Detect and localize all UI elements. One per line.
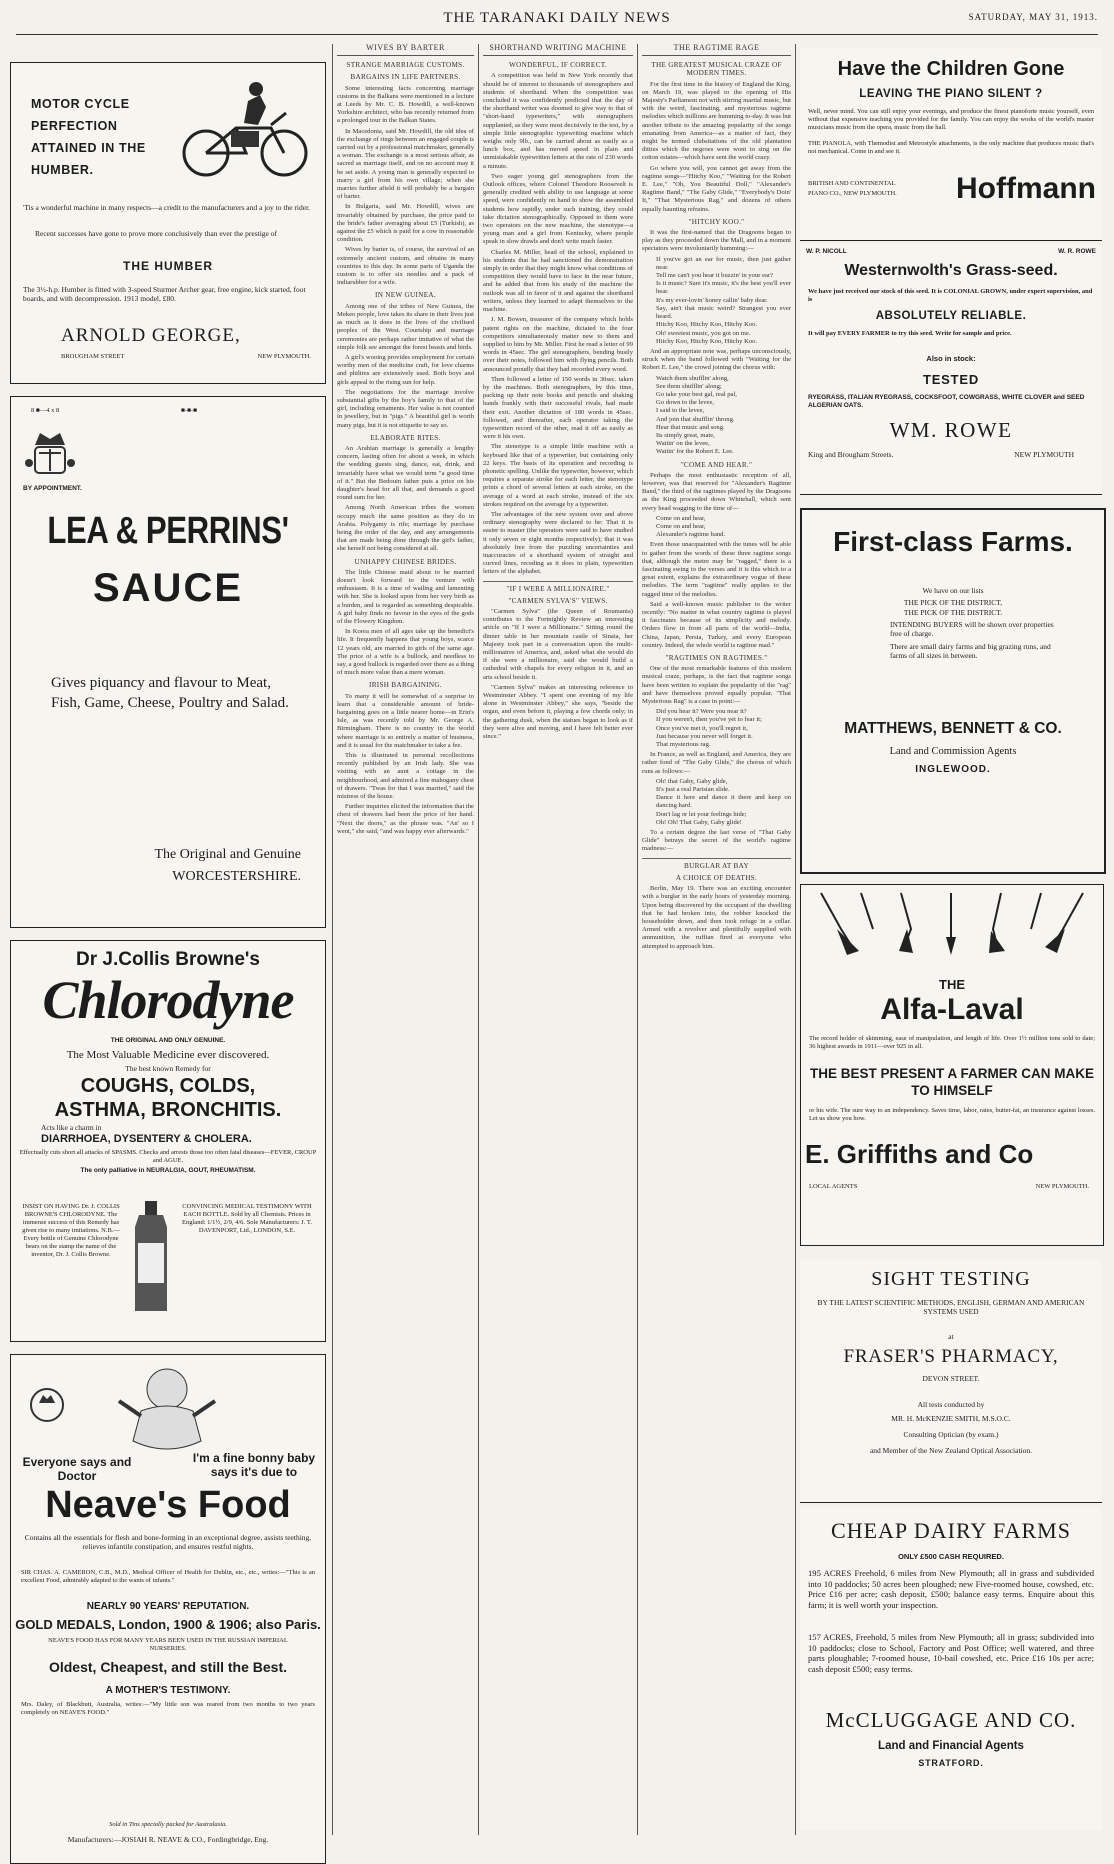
neaves-brand: Neave's Food <box>45 1484 291 1526</box>
frasers-body-1: BY THE LATEST SCIENTIFIC METHODS, ENGLISH, GERMAN AND AMERICAN SYSTEMS USED <box>817 1298 1085 1316</box>
lea-perrins-appointment: BY APPOINTMENT. <box>23 485 82 492</box>
article-subheading: IN NEW GUINEA. <box>375 291 436 300</box>
article-paragraph: The stenotype is a simple little machine with a keyboard like that of a typewriter, but containing only 22 keys. The basis of its operation and recording is phonetic spelling. Unlike the typewriter, however, which requires a separate stroke for each letter, the stenotype prints a chord of several letters at each stroke, on the average of a word at each stroke, instead of the six strokes required on the average by a typewriter. <box>483 443 633 508</box>
article-paragraph: Charles M. Miller, head of the school, explained to his students that he had sanctioned the demonstration simply in order that they might know what conditions of competition they would have to face in the near future, and he added that from his study of the machine the outlook was all in favor of it and against the shorthand writers, unless they learned to adapt themselves to the machine. <box>483 248 633 314</box>
article-subheading: BARGAINS IN LIFE PARTNERS. <box>350 73 461 82</box>
column-rule <box>637 44 638 1835</box>
article-paragraph: In Bulgaria, said Mr. Howdill, wives are invariably obtained by purchase, the price paid to the bride's father averaging about £5 (Turkish), as against the £5 which is paid for a cow in reasonable condition. <box>337 203 474 244</box>
rowe-left-name: W. P. NICOLL <box>806 248 847 255</box>
hoffmann-body-2: THE PIANOLA, with Themodist and Metrostyle attachments, is the only machine that produces music that's not mechanical. Come in and see it. <box>808 140 1094 155</box>
article-paragraph: In Macedonia, said Mr. Howdill, the old idea of the exchange of rings between an engaged couple is carried out by a professional matchmaker, generally a woman. The exchange is a most serious affair, as sacred as marriage itself, and on no account may it be set aside. A young man is generally expected to marry a girl from his own village; when she marries further afield it will probably be a bargain of barter. <box>337 127 474 201</box>
article-paragraph: Among one of the tribes of New Guinea, the Mekeo people, love takes its share in their lives just as much as it does in the lives of the civilised peoples of the West. Courtship and marriage ceremonies are perhaps rather imitative of what the simple folk see amongst the forest beasts and birds. <box>337 302 474 351</box>
farms-headline: First-class Farms. <box>833 526 1073 557</box>
farms-body-3: THE PICK OF THE DISTRICT. <box>903 608 1003 617</box>
article-paragraph: Go where you will, you cannot get away from the ragtime songs—"Hitchy Koo," "Waiting for the Robert E. Lee," "Oh, You Beautiful Doll," "Alexander's Ragtime Band," "The Gaby Glide," "Everybody's Doin' It," "That Mysterious Rag," and dozens of others equally haunting refrains. <box>642 164 791 213</box>
dairy-headline: CHEAP DAIRY FARMS <box>831 1518 1071 1543</box>
article-paragraph: A girl's wooing provides employment for certain worthy men of the medicine craft, for love charms and philtres are extensively used. Both boys and girls appeal to the rising sun for help. <box>337 353 474 386</box>
lea-perrins-code-2: ■-■-■ <box>181 407 198 414</box>
neaves-russia: NEAVE'S FOOD HAS FOR MANY YEARS BEEN USED IN THE RUSSIAN IMPERIAL NURSERIES. <box>48 1637 288 1652</box>
alfa-laval-body-2: or his wife. The sure way to an independency. Saves time, labor, rates, butter-fat, an insurance against losses. Let us show you how. <box>809 1107 1095 1122</box>
cheap-dairy-farms-ad <box>800 1508 1102 1830</box>
left-ad-column <box>10 44 326 1844</box>
rowe-right-name: W. R. ROWE <box>1058 248 1096 255</box>
first-class-farms-ad <box>800 508 1106 874</box>
article-column-ragtime <box>642 44 791 1835</box>
neaves-appointment-seal <box>17 1385 77 1428</box>
farms-body-5: There are small dairy farms and big grazing runs, and farms of all sizes in between. <box>890 642 1051 660</box>
lea-perrins-sauce: SAUCE <box>92 566 244 610</box>
article-subheading: UNHAPPY CHINESE BRIDES. <box>354 557 457 566</box>
article-paragraph: "Carmen Sylva" (the Queen of Roumania) contributes to the Fortnightly Review an interesting article on "If I were a Millionaire." Sitting round the dinner table in her mountain castle of Sinaia, her Majesty took part in a conversation upon the multi-millionaires of America, and, asked what she would do if she were a millionaire, said she would build a cathedral with chapels for every religion in it, and an arts school beside it. <box>483 608 633 681</box>
chlorodyne-ailments-2: ASTHMA, BRONCHITIS. <box>54 1099 282 1121</box>
article-subheading: "RAGTIMES ON RAGTIMES." <box>665 654 768 663</box>
frasers-body-2: All tests conducted by <box>917 1400 985 1409</box>
chlorodyne-line-1: The Most Valuable Medicine ever discovered. <box>66 1049 270 1061</box>
chlorodyne-maker: Dr J.Collis Browne's <box>75 949 260 970</box>
article-paragraph: Further inquiries elicited the information that the chest of drawers had been the price of her hand. "Next the doors," as the phrase was. "An' so I went," she said, "and was happy ever afterwards." <box>337 803 474 835</box>
frasers-member: and Member of the New Zealand Optical Association. <box>869 1446 1033 1455</box>
neaves-manufacturers: Manufacturers:—JOSIAH R. NEAVE & CO., Fordingbridge, Eng. <box>67 1835 269 1844</box>
humber-specs: The 3½-h.p. Humber is fitted with 3-speed Sturmer Archer gear, free engine, kick started, foot boards, and with decompression. 1913 model, £80. <box>23 285 306 303</box>
article-paragraph: A competition was held in New York recently that should be of interest to thousands of stenographers and students of shorthand. When the competition was concluded it was confidently predicted that the day of the shorthand writer was doomed to give way to that of "short-hand typewriters," with stenographers supplanted, as they were most decisively in the test, by a simple little stenographic typewriting machine which weighs only 9lb., can be carried about as easily as a lunch box, and has moved speed in plain and unmistakable typewritten letters at the rate of 230 words a minute. <box>483 72 633 170</box>
article-paragraph: Berlin, May 19. There was an exciting encounter with a burglar in the early hours of yesterday morning. Upon being discovered by the occupant of the dwelling that he had broken into, the robber knocked the householder down, and then took refuge in a cellar. Armed with a revolver and plentifully supplied with ammunition, the ruffian fired at everyone who attempted to approach him. <box>642 885 791 950</box>
lea-perrins-footer-2: WORCESTERSHIRE. <box>172 869 301 884</box>
farms-firm: MATTHEWS, BENNETT & CO. <box>844 720 1062 737</box>
article-heading: WIVES BY BARTER <box>337 44 474 56</box>
rowe-address-left: King and Brougham Streets. <box>808 450 894 459</box>
article-paragraph: Even those unacquainted with the tunes will be able to gather from the words of these three ragtime songs that, although the metre may be "ragged," there is a fascinating swing to the verses and it is this which to a great extent, explains the extraordinary vogue of these melodies. The term "ragtime" really applies to the ragged time of the melodies. <box>642 541 791 598</box>
chlorodyne-line-5: The only palliative in NEURALGIA, GOUT, RHEUMATISM. <box>80 1167 256 1174</box>
article-paragraph: The advantages of the new system over and above ordinary stenography were declared to be: That it is easier to master (the operators were said to have studied it only seven or eight months respectively); that it was absolutely free from the puzzling uncertainties and inaccuracies of a shorthand system of straight and curved lines, receding as it does in plain, typewritten letters of the alphabet. <box>483 510 633 576</box>
rowe-seeds: RYEGRASS, ITALIAN RYEGRASS, COCKSFOOT, COWGRASS, WHITE CLOVER and SEED ALGERIAN OATS. <box>808 394 1085 409</box>
dairy-lot-2: 157 ACRES, Freehold, 5 miles from New Plymouth; all in grass; subdivided into 10 paddocks; close to School, Factory and Post Office; well watered, and three parts ploughable; 7-roomed house, 10-bail cowshed, etc. Price £16 10s per acre; cash deposit £500; easy terms. <box>808 1632 1094 1674</box>
frasers-shop: FRASER'S PHARMACY, <box>843 1346 1059 1367</box>
farms-body-4: INTENDING BUYERS will be shown over properties free of charge. <box>890 620 1054 638</box>
chlorodyne-ailments-3: DIARRHOEA, DYSENTERY & CHOLERA. <box>41 1133 252 1145</box>
right-ad-column <box>800 44 1104 1835</box>
article-paragraph: For the first time in the history of England the King, on March 19, was played to the opening of His Majesty's Parliament not with stirring martial music, but with the weird, fascinating, and mysterious ragtime melodies which millions are humming to-day. It was but another tribute to the amazing popularity of the songs emanating from America—as a matter of fact, they might be termed clubsitations of the old plantation ditties which the negroes were wont to sing on the cotton estates—which have sent the world crazy. <box>642 80 791 162</box>
article-subheading: "IF I WERE A MILLIONAIRE." <box>483 581 633 593</box>
lea-perrins-ad <box>10 396 326 928</box>
pointing-hands-illustration <box>801 889 1103 959</box>
article-subheading: STRANGE MARRIAGE CUSTOMS. <box>346 61 465 70</box>
humber-dealer: ARNOLD GEORGE, <box>61 325 241 346</box>
frasers-headline: SIGHT TESTING <box>871 1268 1031 1290</box>
article-paragraph: It was the first-named that the Dragoons began to play as they proceeded down the Mall, and in a moment spectators were involuntarily humming:— <box>642 229 791 253</box>
farms-role: Land and Commission Agents <box>889 746 1017 757</box>
dairy-firm: McCLUGGAGE AND CO. <box>825 1708 1077 1732</box>
article-subheading: ELABORATE RITES. <box>370 433 441 442</box>
song-verse: If you've got an ear for music, then just gather near. Tell me can't you hear it buzzin' in your ear? Is it music? Sure it's music, it's the best you'll ever hear. It's my ever-lovin' honey callin' baby dear. Say, ain't that music weird? Strangest you ever heard. Hitchy Koo, Hitchy Koo, Hitchy Koo. Oh! sweetest music, you got on me. Hitchy Koo, Hitchy Koo, Hitchy Koo. <box>656 255 791 345</box>
frasers-at: at <box>948 1332 954 1341</box>
neaves-reputation: NEARLY 90 YEARS' REPUTATION. <box>86 1601 250 1612</box>
lea-perrins-footer-1: The Original and Genuine <box>154 847 301 862</box>
neaves-medals: GOLD MEDALS, London, 1900 & 1906; also Paris. <box>15 1617 321 1632</box>
issue-date: SATURDAY, MAY 31, 1913. <box>968 12 1098 22</box>
article-paragraph: One of the most remarkable features of this modern musical craze, perhaps, is the fact that ragtime songs have been written to explain the popularity of the "rag" and have themselves proved equally popular. "That Mysterious Rag" is a case in point:— <box>642 665 791 706</box>
column-rule <box>332 44 333 1835</box>
article-paragraph: And an appropriate note was, perhaps unconsciously, struck when the band followed with "Waiting for the Robert E. Lee," the crowd joining the chorus with: <box>642 347 791 372</box>
dairy-town: STRATFORD. <box>918 1758 984 1768</box>
rowe-body-1: We have just received our stock of this seed. It is COLONIAL GROWN, under expert supervision, and is <box>808 288 1093 303</box>
article-paragraph: "Carmen Sylva" makes an interesting reference to Westminster Abbey. "I spent one evening of my life alone in Westminster Abbey," she says, "beside the organ, and even before it, playing a few chords only; in the gathering dusk, when the statues began to look as if they were alive and moving, and I have felt better ever since." <box>483 683 633 741</box>
humber-product: THE HUMBER <box>123 259 213 273</box>
article-subheading: THE GREATEST MUSICAL CRAZE OF MODERN TIMES. <box>651 61 782 78</box>
rowe-address-right: NEW PLYMOUTH <box>1014 450 1074 459</box>
song-verse: Oh! that Gaby, Gaby glide, It's just a real Parisian slide. Dance it here and dance it there and keep on dancing hard. Don't lag or let your feelings hide; Oh! Oh! That Gaby, Gaby glide! <box>656 777 791 826</box>
article-subheading: "CARMEN SYLVA'S" VIEWS. <box>508 596 608 605</box>
song-verse: Did you hear it? Were you near it? If you weren't, then you've yet to fear it; Once you've met it, you'll regret it, Just because you never will forget it. That mysterious rag. <box>656 708 762 749</box>
humber-ad <box>10 62 326 384</box>
rowe-reliable: ABSOLUTELY RELIABLE. <box>875 310 1027 322</box>
hoffmann-brand: Hoffmann <box>956 172 1096 205</box>
chlorodyne-brand: Chlorodyne <box>42 970 294 1030</box>
dairy-cash: ONLY £500 CASH REQUIRED. <box>898 1552 1004 1561</box>
hoffmann-agent-2: PIANO CO., NEW PLYMOUTH. <box>808 190 897 197</box>
farms-body-2: THE PICK OF THE DISTRICT, <box>903 598 1003 607</box>
rowe-also: Also in stock: <box>926 354 976 363</box>
dairy-lot-1: 195 ACRES Freehold, 6 miles from New Plymouth; all in grass and subdivided into 10 paddocks; 50 acres been ploughed; new Five-roomed house, cowshed, etc. Price £16 per acre; cash deposit, £500; balance easy terms. Enquire about this farm; it is well worth your inspection. <box>808 1568 1094 1610</box>
frasers-role: Consulting Optician (by exam.) <box>903 1430 999 1439</box>
motorcycle-illustration <box>176 73 316 183</box>
article-subheading: BURGLAR AT BAY <box>642 858 791 870</box>
hoffmann-headline: Have the Children Gone <box>837 58 1065 80</box>
rowe-grass-seed-ad <box>800 244 1102 495</box>
article-paragraph: In France, as well as England, and America, they are rather fond of "The Gaby Glide," the chorus of which runs as follows:— <box>642 751 791 775</box>
article-heading: SHORTHAND WRITING MACHINE <box>483 44 633 56</box>
article-paragraph: Perhaps the most enthusiastic reception of all, however, was that reserved for "Alexander's Ragtime Band," the third of the ragtimes played by the Dragoons as the King proceeded down Whitehall, which sent every head wagging to the time of— <box>642 471 791 512</box>
article-column-shorthand <box>483 44 633 1835</box>
article-paragraph: This is illustrated in personal recollections recently published by an Irish lady. She was visiting with an aunt a cottage in the neighbourhood, and admired a fine mahogany chest of drawers. "Twas for that I was married," said the mistress of the house. <box>337 752 474 801</box>
article-paragraph: J. M. Bowen, treasurer of the company which holds patent rights on the machine, dictated to the four competitors simultaneously matter new to them and supplied to him by Mr. Miller. First he read a letter of 99 words in 45sec. The girl stenographers, bending busily over their notes, followed him with flying pencils. Both announced proudly that they had recorded every word. <box>483 316 633 373</box>
article-subheading: "HITCHY KOO." <box>688 217 745 226</box>
hoffmann-subhead: LEAVING THE PIANO SILENT ? <box>859 88 1043 100</box>
chlorodyne-bottle-icon <box>129 1197 173 1317</box>
neaves-food-ad <box>10 1354 326 1864</box>
chlorodyne-box-left: INSIST ON HAVING Dr. J. COLLIS BROWNE'S CHLORODYNE. The immense success of this Remedy has given rise to many imitations. N.B.—Every bottle of Genuine Chlorodyne bears on the stamp the name of the inventor, Dr. J. Collis Browne. <box>22 1203 120 1258</box>
hoffmann-agent-1: BRITISH AND CONTINENTAL <box>808 180 896 187</box>
humber-body-2: Recent successes have gone to prove more conclusively than ever the prestige of <box>35 229 277 238</box>
rowe-headline: Westernwolth's Grass-seed. <box>844 262 1058 279</box>
lea-perrins-body: Gives piquancy and flavour to Meat, Fish, Game, Cheese, Poultry and Salad. <box>51 675 289 711</box>
article-paragraph: An Arabian marriage is generally a lengthy concern, lasting often for about a week, in which the wedding guests sing, dance, eat, drink, and invariably have what we would term "a good time of it." But the Bedouin father puts a price on his daughter's head for all that, and demands a good round sum for her. <box>337 444 474 502</box>
article-subheading: "COME AND HEAR." <box>680 460 753 469</box>
masthead <box>16 6 1098 35</box>
chlorodyne-tag: THE ORIGINAL AND ONLY GENUINE. <box>110 1037 226 1044</box>
lea-perrins-code: 8 ■—4 x 8 <box>31 407 60 414</box>
hoffmann-ad <box>800 48 1102 241</box>
newspaper-title: THE TARANAKI DAILY NEWS <box>443 10 671 26</box>
frasers-street: DEVON STREET. <box>922 1374 980 1383</box>
hoffmann-body-1: Well, never mind. You can still enjoy your evenings, and produce the finest pianoforte music yourself, even without that expensive teaching you provided for the family. You can enjoy the works of the world's master musicians music from the opera, music from the hall. <box>808 108 1094 131</box>
lea-perrins-brand: LEA & PERRINS' <box>47 510 289 552</box>
article-paragraph: To a certain degree the last verse of "That Gaby Glide" betrays the secret of the world's ragtime madness:— <box>642 829 791 853</box>
chlorodyne-line-3: Acts like a charm in <box>41 1123 102 1132</box>
alfa-laval-brand: Alfa-Laval <box>880 993 1024 1026</box>
dairy-role: Land and Financial Agents <box>878 1740 1024 1752</box>
neaves-body: Contains all the essentials for flesh and bone-forming in an exceptional degree, assists teething, relieves infantile constipation, and ensures restful nights. <box>24 1533 312 1551</box>
neaves-testimonial: SIR CHAS. A. CAMERON, C.B., M.D., Medical Officer of Health for Dublin, etc., etc., writes:—"This is an excellent Food, admirably adapted to the wants of infants." <box>21 1569 315 1584</box>
farms-body-1: We have on our lists <box>922 586 984 595</box>
rowe-dealer: WM. ROWE <box>889 418 1013 442</box>
chlorodyne-ad <box>10 940 326 1342</box>
alfa-laval-local: LOCAL AGENTS <box>809 1183 858 1190</box>
alfa-laval-ad <box>800 884 1104 1246</box>
neaves-mother-heading: A MOTHER'S TESTIMONY. <box>105 1685 231 1696</box>
baby-illustration <box>111 1361 221 1461</box>
humber-street: BROUGHAM STREET <box>61 353 125 360</box>
song-verse: Watch them shufflin' along, See them shufflin' along; Go take your best gal, real pal, Go down to the levee, I said to the levee, And join that shufflin' throng. Hear that music and song. Its simply great, mate, Waitin' on the levee, Waitin' for the Robert E. Lee. <box>656 374 737 456</box>
article-paragraph: Two eager young girl stenographers from the Outlook offices, where Colonel Theodore Roosevelt is generally credited with ability to use language at some speed, were confidently on hand to show the assembled students how rapidly, under such training, they could take dictation stenographically. Opposed to them were two operators on the new machine, the stenotype—a young man and a girl from Kentucky, where people speak in slow drawls and don't write much faster. <box>483 172 633 246</box>
chlorodyne-box-right: CONVINCING MEDICAL TESTIMONY WITH EACH BOTTLE. Sold by all Chemists. Prices in England: 1/1½, 2/9, 4/6. Sole Manufacturers: J. T. DAVENPORT, Ltd., LONDON, S.E. <box>182 1203 312 1234</box>
article-paragraph: Wives by barter is, of course, the survival of an extremely ancient custom, and obtains in many countries to this day. In some parts of Uganda the custom is to offer six needles and a pack of indiarubber for a wife. <box>337 246 474 287</box>
article-paragraph: Then followed a letter of 150 words in 30sec. taken by the machines. Both stenographers, by this time, packing up their note books and pencils and shaking hands frankly with their successful rivals, had made their exit. Another dictation of 180 words in 45sec. followed, and thereafter, each operator taking the typewritten record of the other, read it off as easily as were it his own. <box>483 375 633 441</box>
column-rule <box>478 44 479 1835</box>
article-heading: THE RAGTIME RAGE <box>642 44 791 56</box>
column-rule <box>795 44 796 1835</box>
neaves-slogan: Oldest, Cheapest, and still the Best. <box>48 1659 288 1675</box>
chlorodyne-line-2: The best known Remedy for <box>125 1064 211 1073</box>
article-subheading: IRISH BARGAINING. <box>369 681 442 690</box>
article-subheading: A CHOICE OF DEATHS. <box>675 873 758 882</box>
alfa-laval-body-1: The record holder of skimming, ease of manipulation, and length of life. Over 1½ million tons sold to date; 36 highest awards in 1911—over 925 in all. <box>809 1035 1095 1050</box>
article-paragraph: The negotiations for the marriage involve substantial gifts by the boy's family to that of the girl, including ornaments. Her value is not counted in jewellery, but in "pigs." A beautiful girl is worth many pigs, but it is not etiquette to say so. <box>337 388 474 429</box>
rowe-body-2: It will pay EVERY FARMER to try this seed. Write for sample and price. <box>808 330 1012 337</box>
article-paragraph: Said a well-known music publisher to the writer recently: "No matter in what country ragtime is played it fascinates because of its simplicity and melody. Orders flow in from all parts of the world—India, China, Japan, Persia, Turkey, and every European country. Indeed, the whole world is ragtime mad." <box>642 600 791 649</box>
humber-body-1: 'Tis a wonderful machine in many respects—a credit to the manufacturers and a joy to the rider. <box>23 203 311 212</box>
chlorodyne-line-4: Effectually cuts short all attacks of SPASMS. Checks and arrests those too often fatal diseases—FEVER, CROUP and AGUE. <box>19 1149 317 1164</box>
article-paragraph: To many it will be somewhat of a surprise to learn that a considerable amount of bride-bargaining goes on a little nearer home—in Erin's Isle, as was recently told by Mr. George A. Birmingham. There is no country in the world where marriage is so entirely a matter of business, and it is usual for the matchmaker to take a fee. <box>337 692 474 749</box>
article-paragraph: The little Chinese maid about to be married doesn't look forward to the venture with enthusiasm. It is a time of wailing and lamenting with her. She is looked upon from her very birth as a burden, and is regarded as something despicable. A girl baby finds no favour in the eyes of the gods of the Flowery Kingdom. <box>337 568 474 625</box>
royal-seal-icon <box>27 1385 67 1425</box>
royal-crest-icon <box>25 427 75 479</box>
article-paragraph: Among North American tribes the women occupy much the same position as they do in Arabia. Polygamy is rife; marriage by purchase being the order of the day, and any arrangements that are made being done through the girl's father, she herself not being considered at all. <box>337 504 474 553</box>
neaves-right-caption: I'm a fine bonny baby says it's due to <box>192 1451 316 1479</box>
article-subheading: WONDERFUL, IF CORRECT. <box>509 61 607 70</box>
neaves-mother-body: Mrs. Daley, of Blackbutt, Australia, writes:—"My little son was reared from two months to two years completely on NEAVE'S FOOD." <box>21 1701 315 1716</box>
article-column-wives <box>337 44 474 1835</box>
chlorodyne-ailments-1: COUGHS, COLDS, <box>80 1075 256 1097</box>
song-verse: Come on and hear, Come on and hear, Alexander's ragtime band. <box>656 514 726 539</box>
alfa-laval-town: NEW PLYMOUTH. <box>1035 1183 1089 1190</box>
farms-town: INGLEWOOD. <box>915 764 991 775</box>
alfa-laval-headline: THE BEST PRESENT A FARMER CAN MAKE TO HIMSELF <box>809 1066 1094 1098</box>
article-paragraph: In Korea men of all ages take up the benedict's life. It frequently happens that young boys, scarce 12 years old, are married to girls of the same age. The price of a wife is a bullock, and needless to say, a good bullock is regarded over there as a thing of much more value than a mere woman. <box>337 628 474 677</box>
alfa-laval-the: THE <box>939 977 965 992</box>
article-paragraph: Some interesting facts concerning marriage customs in the Balkans were mentioned in a lecture at Leeds by Mr. C. B. Howdill, a well-known Yorkshire architect, who has recently returned from a prolonged tour in the Balkan States. <box>337 84 474 125</box>
humber-headline: MOTOR CYCLE PERFECTION ATTAINED IN THE HUMBER. <box>31 97 146 177</box>
frasers-pharmacy-ad <box>800 1260 1102 1503</box>
neaves-sold: Sold in Tins specially packed for Australasia. <box>109 1821 227 1828</box>
alfa-laval-agent: E. Griffiths and Co <box>805 1139 1034 1169</box>
frasers-name: MR. H. McKENZIE SMITH, M.S.O.C. <box>891 1414 1011 1423</box>
humber-town: NEW PLYMOUTH. <box>257 353 311 360</box>
rowe-tested: TESTED <box>922 372 980 387</box>
neaves-left-caption: Everyone says and Doctor <box>22 1455 132 1483</box>
